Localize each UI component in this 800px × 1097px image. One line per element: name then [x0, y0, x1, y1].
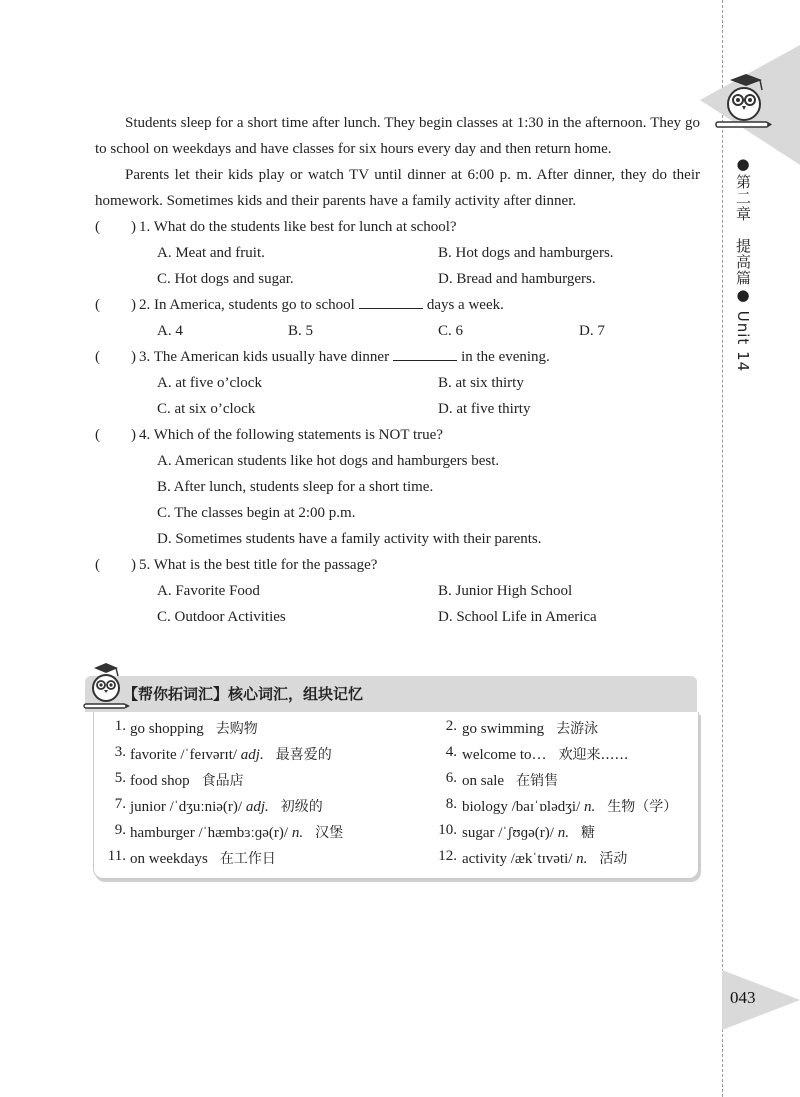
question-4 [95, 422, 700, 448]
vocab-meaning: 在工作日 [219, 851, 276, 867]
option-c: C. at six o’clock [157, 401, 256, 417]
option-d: D. School Life in America [438, 609, 597, 625]
answer-bracket-open: ( [95, 219, 100, 235]
vocab-entry [130, 718, 258, 738]
answer-bracket-open: ( [95, 297, 100, 313]
page-number: 043 [730, 988, 756, 1007]
vocab-entry [130, 744, 332, 764]
option-c: C. The classes begin at 2:00 p.m. [157, 505, 356, 521]
option-c: C. Hot dogs and sugar. [157, 271, 294, 287]
vocab-word: go shopping [130, 721, 204, 737]
vocab-entry [462, 770, 558, 790]
vocab-word: activity [462, 851, 507, 867]
question-text-after: days a week. [426, 297, 504, 313]
vocab-word: welcome to… [462, 747, 547, 763]
passage-paragraph: Parents let their kids play or watch TV until dinner at 6:00 p. m. After dinner, they do their homework. Sometimes kids and their parents have a family activity after dinner. [95, 167, 700, 209]
option-d: D. 7 [579, 323, 605, 339]
option-c: C. Outdoor Activities [157, 609, 286, 625]
vocab-number: 10. [438, 822, 457, 838]
vocab-word: favorite [130, 747, 177, 763]
vocab-word: sugar [462, 825, 495, 841]
option-b: B. Junior High School [438, 583, 573, 599]
vocab-meaning: 生物（学） [607, 799, 678, 815]
option-row [95, 448, 700, 474]
vocab-entry [462, 744, 629, 764]
option-b: B. at six thirty [438, 375, 524, 391]
answer-bracket-close: ) [131, 427, 136, 443]
vocab-entry [130, 822, 343, 842]
option-row [95, 526, 700, 552]
question-text: 4. Which of the following statements is NOT true? [139, 427, 443, 443]
answer-bracket-close: ) [131, 557, 136, 573]
vocab-entry [462, 848, 627, 868]
vocab-meaning: 活动 [599, 851, 628, 867]
vocab-meaning: 食品店 [201, 773, 244, 789]
question-text: 5. What is the best title for the passage? [139, 557, 378, 573]
question-text-before: 2. In America, students go to school [139, 297, 355, 313]
option-row [95, 396, 700, 422]
vocab-phonetic: /ˈfeɪvərɪt/ [180, 747, 238, 763]
vocab-phonetic: /ækˈtɪvəti/ [510, 851, 573, 867]
vocab-part-of-speech: n. [291, 825, 304, 841]
question-2 [95, 292, 700, 318]
vocab-number: 8. [445, 796, 457, 812]
answer-bracket-open: ( [95, 349, 100, 365]
vocab-word: go swimming [462, 721, 545, 737]
option-b: B. 5 [288, 323, 314, 339]
answer-bracket-close: ) [131, 219, 136, 235]
question-text-before: 3. The American kids usually have dinner [139, 349, 390, 365]
vocab-phonetic: /baɪˈɒlədʒi/ [511, 799, 581, 815]
option-a: A. American students like hot dogs and hamburgers best. [157, 453, 500, 469]
option-a: A. Meat and fruit. [157, 245, 265, 261]
vocab-meaning: 汉堡 [315, 825, 344, 841]
vocab-meaning: 欢迎来…… [558, 747, 629, 763]
vocab-meaning: 去购物 [215, 721, 258, 737]
question-text: 1. What do the students like best for lunch at school? [139, 219, 457, 235]
option-a: A. Favorite Food [157, 583, 260, 599]
vocab-entry [130, 770, 244, 790]
fill-blank [359, 294, 423, 309]
option-row [95, 370, 700, 396]
vocab-number: 5. [114, 770, 126, 786]
vocab-meaning: 在销售 [516, 773, 559, 789]
vocab-entry [462, 796, 677, 816]
vocab-number: 6. [445, 770, 457, 786]
option-d: D. Bread and hamburgers. [438, 271, 596, 287]
vocab-part-of-speech: n. [576, 851, 588, 867]
option-d: D. at five thirty [438, 401, 531, 417]
question-text [139, 292, 504, 318]
vocab-word: on weekdays [130, 851, 208, 867]
option-a: A. at five o’clock [157, 375, 262, 391]
vocab-row [94, 744, 698, 770]
vocab-meaning: 糖 [580, 825, 595, 841]
vocab-number: 3. [114, 744, 126, 760]
vocab-word: on sale [462, 773, 505, 789]
fill-blank [393, 346, 457, 361]
vocab-entry [462, 822, 595, 842]
vocab-row [94, 822, 698, 848]
answer-bracket-open: ( [95, 427, 100, 443]
vocab-number: 9. [114, 822, 126, 838]
owl-mascot-icon [712, 70, 772, 132]
vocab-part-of-speech: n. [557, 825, 569, 841]
question-text-after: in the evening. [461, 349, 550, 365]
vocab-phonetic: /ˈdʒuːniə(r)/ [169, 799, 243, 815]
vocab-entry [130, 796, 323, 816]
vocab-number: 11. [107, 848, 126, 864]
option-row [95, 240, 700, 266]
option-c: C. 6 [438, 323, 464, 339]
vocab-meaning: 初级的 [280, 799, 323, 815]
answer-bracket-close: ) [131, 349, 136, 365]
vocab-number: 4. [445, 744, 457, 760]
vocab-number: 1. [114, 718, 126, 734]
answer-bracket-open: ( [95, 557, 100, 573]
answer-bracket-close: ) [131, 297, 136, 313]
vocab-part-of-speech: adj. [240, 747, 264, 763]
vocab-word: junior [130, 799, 166, 815]
vocab-meaning: 去游泳 [556, 721, 599, 737]
vocab-row [94, 848, 698, 874]
vocab-word: biology [462, 799, 508, 815]
vocab-row [94, 770, 698, 796]
passage-paragraph: Students sleep for a short time after lunch. They begin classes at 1:30 in the afternoon. They go to school on weekdays and have classes for six hours every day and then return home. [95, 115, 700, 157]
option-b: B. Hot dogs and hamburgers. [438, 245, 614, 261]
vocab-number: 7. [114, 796, 126, 812]
vocab-entry [462, 718, 598, 738]
option-row [95, 318, 700, 344]
option-row [95, 474, 700, 500]
question-3 [95, 344, 700, 370]
vocab-word: hamburger [130, 825, 195, 841]
vocab-row [94, 718, 698, 744]
vocab-meaning: 最喜爱的 [275, 747, 332, 763]
vocab-entry [130, 848, 276, 868]
option-row [95, 500, 700, 526]
vocab-section-title: 【帮你拓词汇】核心词汇，组块记忆 [123, 685, 364, 703]
reading-section [95, 110, 700, 630]
vocab-part-of-speech: adj. [245, 799, 269, 815]
vocab-word: food shop [130, 773, 190, 789]
option-d: D. Sometimes students have a family activity with their parents. [157, 531, 542, 547]
option-row [95, 266, 700, 292]
option-row [95, 578, 700, 604]
option-a: A. 4 [157, 323, 183, 339]
question-5 [95, 552, 700, 578]
vocab-number: 2. [445, 718, 457, 734]
option-b: B. After lunch, students sleep for a short time. [157, 479, 434, 495]
vocab-list [93, 712, 699, 879]
vocab-number: 12. [438, 848, 457, 864]
vocab-row [94, 796, 698, 822]
vocab-phonetic: /ˈhæmbɜːɡə(r)/ [198, 825, 289, 841]
question-1 [95, 214, 700, 240]
question-text [139, 344, 550, 370]
option-row [95, 604, 700, 630]
vocab-part-of-speech: n. [584, 799, 596, 815]
chapter-side-label: ●第二章 提高篇● Unit 14 [734, 155, 752, 373]
vocab-phonetic: /ˈʃʊɡə(r)/ [498, 825, 554, 841]
